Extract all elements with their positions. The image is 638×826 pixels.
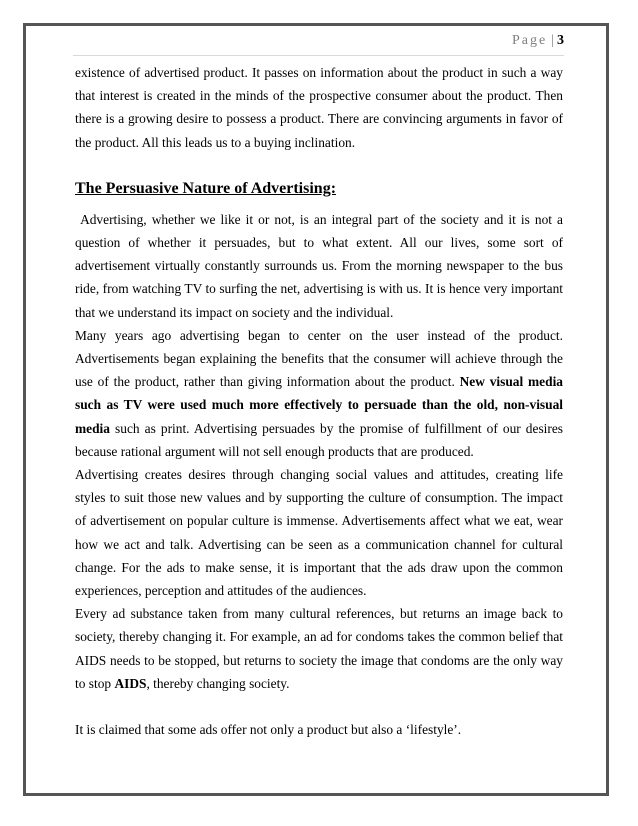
page-number: 3 [557, 33, 564, 48]
paragraph-4: Advertising creates desires through changing social values and attitudes, creating life styles to suit those new values and by supporting the culture of consumption. The impact of advertisement on popular culture is immense. Advertisements affect what we eat, wear how we act and talk. Advertising can be seen as a communication channel for cultural change. For the ads to make sense, it is important that the ads draw upon the common experiences, perception and attitudes of the audiences. [75, 467, 563, 599]
section-heading: The Persuasive Nature of Advertising: [75, 179, 337, 197]
paragraph-5 [75, 602, 563, 695]
paragraph-6: It is claimed that some ads offer not only a product but also a ‘lifestyle’. [75, 722, 462, 738]
paragraph-5-bold: AIDS [114, 675, 147, 691]
paragraph-3-bold: New visual media such as TV were used much more effectively to persuade than the old, non-visual media [75, 374, 563, 436]
paragraph-3-text-a: Many years ago advertising began to center on the user instead of the product. Advertisements began explaining the benefits that the consumer will achieve through the use of the product, rather than giving information about the product. [75, 327, 563, 390]
paragraph-5-text-b: , thereby changing society. [146, 675, 290, 691]
header-rule [73, 55, 564, 56]
document-body [75, 61, 567, 741]
page-label: Page [511, 33, 548, 48]
paragraph-3-text-b: such as print. Advertising persuades by the promise of fulfillment of our desires because rational argument will not sell enough products that are produced. [75, 420, 563, 459]
paragraph-1: existence of advertised product. It passes on information about the product in such a way that interest is created in the minds of the prospective consumer about the product. Then there is a growing desire to possess a product. There are convincing arguments in favor of the product. All this leads us to a buying inclination. [75, 65, 563, 150]
page-separator: | [551, 33, 554, 48]
paragraph-3 [75, 324, 563, 463]
page-header [512, 33, 564, 53]
paragraph-5-text-a: Every ad substance taken from many cultural references, but returns an image back to society, thereby changing it. For example, an ad for condoms takes the common belief that AIDS needs to be stopped, but returns to society the image that condoms are the only way to stop [75, 606, 563, 691]
paragraph-2: Advertising, whether we like it or not, is an integral part of the society and it is not a question of whether it persuades, but to what extent. All our lives, some sort of advertisement virtually constantly surrounds us. From the morning newspaper to the bus ride, from watching TV to surfing the net, advertising is with us. It is hence very important that we understand its impact on society and the individual. [75, 211, 567, 320]
